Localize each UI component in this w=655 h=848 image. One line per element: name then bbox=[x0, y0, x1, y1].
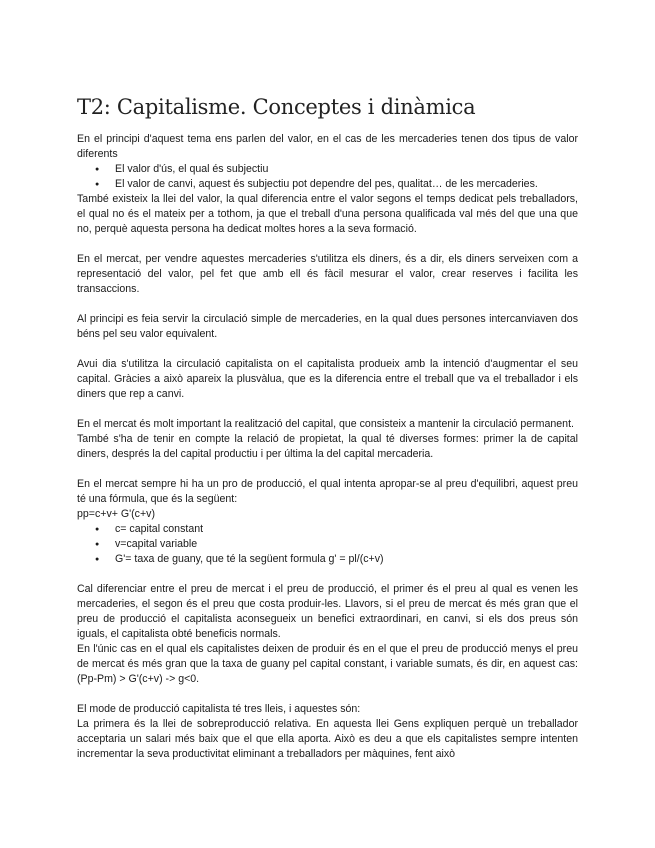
paragraph-three-laws: El mode de producció capitalista té tres lleis, i aquestes són: bbox=[77, 703, 361, 715]
paragraph-gap bbox=[77, 402, 578, 417]
paragraph-gap bbox=[77, 567, 578, 582]
paragraph-gap bbox=[77, 297, 578, 312]
formula-terms-list bbox=[77, 522, 578, 567]
formula-line: pp=c+v+ G'(c+v) bbox=[77, 508, 155, 520]
paragraph-gap bbox=[77, 687, 578, 702]
paragraph-intro: En el principi d'aquest tema ens parlen del valor, en el cas de les mercaderies tenen dos tipus de valor diferents bbox=[77, 133, 578, 160]
list-item: ● G'= taxa de guany, que té la següent formula g' = pl/(c+v) bbox=[115, 552, 578, 567]
paragraph-labor-value: També existeix la llei del valor, la qual diferencia entre el valor segons el temps dedicat pels treballadors, el qual no és el mateix per a tothom, ja que el treball d'una persona qualificada val més del que una que no, perquè aquesta persona ha dedicat moltes hores a la seva formació. bbox=[77, 193, 578, 235]
list-item: ● El valor d'ús, el qual és subjectiu bbox=[115, 162, 578, 177]
paragraph-gap bbox=[77, 462, 578, 477]
paragraph-production-price: En el mercat sempre hi ha un pro de producció, el qual intenta apropar-se al preu d'equilibri, aquest preu té una fórmula, que és la següent: bbox=[77, 478, 578, 505]
list-item: ● El valor de canvi, aquest és subjectiu pot dependre del pes, qualitat… de les mercaderies. bbox=[115, 177, 578, 192]
paragraph-gap bbox=[77, 237, 578, 252]
paragraph-price-difference: Cal diferenciar entre el preu de mercat i el preu de producció, el primer és el preu al qual es venen les mercaderies, el segon és el preu que costa produir-les. Llavors, si el preu de mercat és més gran que el preu de producció el capitalista aconsegueix un benefici extraordinari, en canvi, si els dos preus són iguals, el capitalista obté beneficis normals. bbox=[77, 583, 578, 640]
paragraph-stop-producing: En l'únic cas en el qual els capitalistes deixen de produir és en el que el preu de producció menys el preu de mercat és més gran que la taxa de guany pel capital constant, i variable sumats, és dir, en aquest cas: (Pp-Pm) > G'(c+v) -> g<0. bbox=[77, 643, 578, 685]
value-types-list bbox=[77, 162, 578, 192]
paragraph-gap bbox=[77, 342, 578, 357]
document-body bbox=[77, 132, 578, 762]
list-item: ● c= capital constant bbox=[115, 522, 578, 537]
paragraph-ownership: També s'ha de tenir en compte la relació de propietat, la qual té diverses formes: primer la de capital diners, després la del capital productiu i per última la del capital mercaderia. bbox=[77, 433, 578, 460]
paragraph-realization: En el mercat és molt important la realització del capital, que consisteix a mantenir la circulació permanent. bbox=[77, 418, 574, 430]
paragraph-capitalist-circulation: Avui dia s'utilitza la circulació capitalista on el capitalista produeix amb la intenció d'augmentar el seu capital. Gràcies a això apareix la plusvàlua, que es la diferencia entre el treball que va el treballador i els diners que rep a canvi. bbox=[77, 358, 578, 400]
paragraph-simple-circulation: Al principi es feia servir la circulació simple de mercaderies, en la qual dues persones intercanviaven dos béns pel seu valor equivalent. bbox=[77, 313, 578, 340]
document-title: T2: Capitalisme. Conceptes i dinàmica bbox=[77, 95, 476, 119]
paragraph-money: En el mercat, per vendre aquestes mercaderies s'utilitza els diners, és a dir, els diners serveixen com a representació del valor, pel fet que amb ell és fàcil mesurar el valor, crear reserves i facilita les transaccions. bbox=[77, 253, 578, 295]
paragraph-first-law: La primera és la llei de sobreproducció relativa. En aquesta llei Gens expliquen perquè un treballador acceptaria un salari més baix que el que ella aporta. Això es deu a que els capitalistes sempre intenten incrementar la seva productivitat eliminant a treballadors per màquines, fent això bbox=[77, 718, 578, 760]
list-item: ● v=capital variable bbox=[115, 537, 578, 552]
